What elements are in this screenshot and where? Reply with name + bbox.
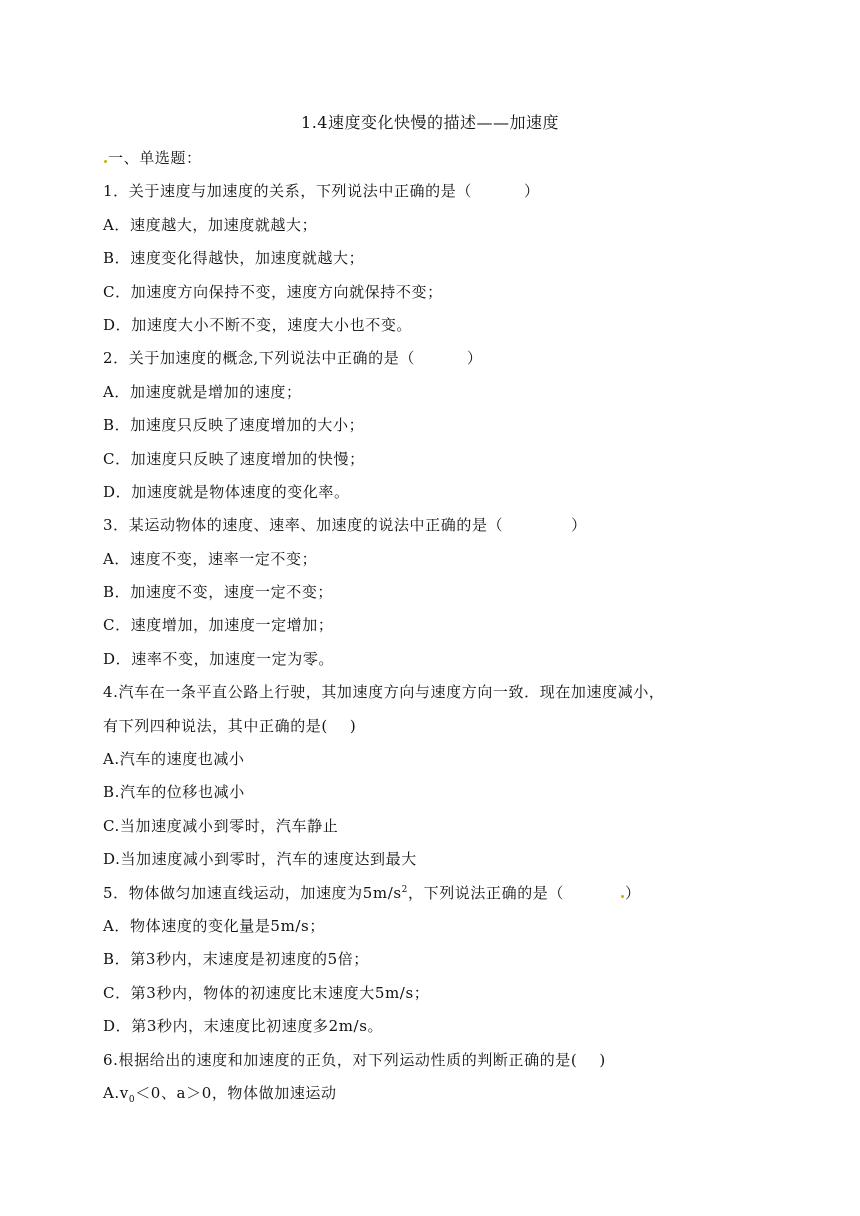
question-1-option-b: B．速度变化得越快，加速度就越大； [103, 249, 365, 268]
section-heading: 一、单选题： [103, 142, 743, 175]
question-4-option-c: C.当加速度减小到零时，汽车静止 [103, 816, 339, 835]
page-title: 1.4速度变化快慢的描述——加速度 [301, 113, 559, 132]
question-2-option-c: C．加速度只反映了速度增加的快慢； [103, 449, 365, 468]
question-5-option-a: A．物体速度的变化量是5m/s； [103, 916, 325, 935]
question-4-stem-line-1: 4.汽车在一条平直公路上行驶，其加速度方向与速度方向一致．现在加速度减小， [103, 683, 665, 702]
question-list [103, 142, 743, 1110]
question-4-option-a: A.汽车的速度也减小 [103, 750, 245, 769]
question-3-option-b: B．加速度不变，速度一定不变； [103, 583, 334, 602]
question-2-option-d: D．加速度就是物体速度的变化率。 [103, 482, 350, 501]
question-5-option-d: D．第3秒内，末速度比初速度多2m/s。 [103, 1017, 384, 1036]
edit-mark-icon [621, 895, 624, 898]
edit-mark-icon [104, 160, 107, 163]
question-2-option-b: B．加速度只反映了速度增加的大小； [103, 416, 365, 435]
question-5-option-b: B．第3秒内，末速度是初速度的5倍； [103, 950, 369, 969]
question-1-option-c: C．加速度方向保持不变，速度方向就保持不变； [103, 282, 443, 301]
question-1-option-a: A．速度越大，加速度就越大； [103, 215, 318, 234]
question-4-option-b: B.汽车的位移也减小 [103, 783, 245, 802]
question-3-option-c: C．速度增加，加速度一定增加； [103, 616, 334, 635]
question-3-stem: 3．某运动物体的速度、速率、加速度的说法中正确的是（ ） [103, 516, 587, 535]
question-6-option-a: $A.v_0<0$、a＞0，物体做加速运动 [103, 1083, 337, 1105]
question-1-option-d: D．加速度大小不断不变，速度大小也不变。 [103, 315, 413, 334]
question-6-stem: 6.根据给出的速度和加速度的正负，对下列运动性质的判断正确的是( ) [103, 1050, 606, 1069]
question-3-option-d: D．速率不变，加速度一定为零。 [103, 649, 335, 668]
question-4-stem-line-2: 有下列四种说法，其中正确的是( ) [103, 716, 357, 735]
question-5-stem: 5．物体做匀加速直线运动，加速度为$5m/s^2$，下列说法正确的是（ ） [103, 883, 641, 902]
question-3-option-a: A．速度不变，速率一定不变； [103, 549, 318, 568]
question-2-stem: 2．关于加速度的概念,下列说法中正确的是（ ） [103, 349, 483, 368]
question-4-option-d: D.当加速度减小到零时，汽车的速度达到最大 [103, 850, 417, 869]
question-5-option-c: C．第3秒内，物体的初速度比末速度大5m/s； [103, 983, 430, 1002]
question-1-stem: 1．关于速度与加速度的关系，下列说法中正确的是（ ） [103, 182, 540, 201]
question-2-option-a: A．加速度就是增加的速度； [103, 382, 302, 401]
